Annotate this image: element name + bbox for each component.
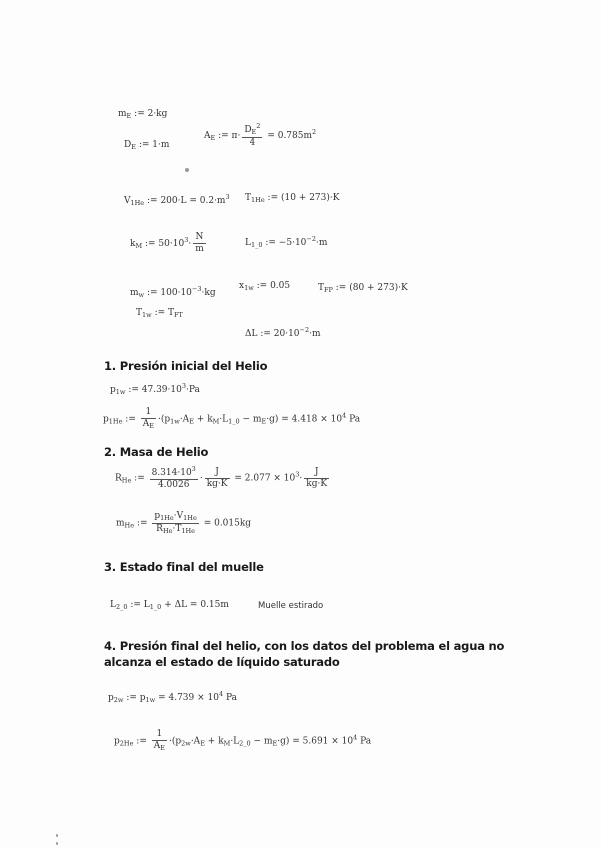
scan-speck: [185, 168, 189, 172]
eq-area-e: $A_E$ := π· $\frac{D_E^2}{4}$ = $0.785m^2$: [204, 122, 317, 148]
eq-temp-fp: $T_{FP}$ := (80 + 273)·K: [318, 283, 408, 294]
eq-length-1-0: $L_{1\_0}$ := $-5\cdot 10^{-2}\cdot m$: [245, 235, 328, 249]
eq-mass-e: $m_E$ := 2·kg: [118, 109, 168, 120]
eq-pressure-2w: $p_{2w}$ := $p_{1w} = 4.739 \times 10^4$ Pa: [108, 690, 238, 704]
section-2-heading: 2. Masa de Helio: [104, 445, 209, 459]
section-1-heading: 1. Presión inicial del Helio: [104, 359, 268, 373]
eq-mass-water: $m_w$ := $100\cdot 10^{-3}\cdot kg$: [130, 285, 216, 299]
section-4-heading-line2: alcanza el estado de líquido saturado: [104, 655, 340, 669]
eq-temp-1w: $T_{1w}$ := $T_{FT}$: [136, 308, 183, 319]
gas-constant-result: = 2.077 × 10: [234, 473, 296, 484]
eq-quality-1w: $x_{1w}$ := 0.05: [239, 281, 291, 292]
eq-temp-1he: $T_{1He}$ := (10 + 273)·K: [245, 193, 340, 204]
gas-constant-numerator: 8.314·10: [151, 468, 192, 478]
scan-speck-bottom: [56, 834, 58, 837]
eq-mass-helium: $m_{He}$ := $\frac{p_{1He}\cdot V_{1He}}{R_{He}\cdot T_{1He}}$ = 0.015kg: [116, 511, 252, 535]
gas-constant-denominator: 4.0026: [157, 480, 190, 490]
muelle-note: Muelle estirado: [258, 601, 324, 611]
eq-diameter-e: $D_E$ := 1·m: [124, 140, 170, 151]
eq-spring-constant: $k_M$ := $50\cdot 10^3\cdot$ $\frac{N}{m}$: [130, 232, 204, 254]
eq-pressure-2he: $p_{2He}$ := $\frac{1}{A_E}$ $\cdot(p_{2w}\cdot A_E + k_M\cdot L_{2\_0} - m_E\cdot g) = 5.691 \times 10^4$ Pa: [114, 729, 372, 752]
mass-helium-result: = 0.015kg: [203, 518, 252, 529]
eq-volume-1he: $V_{1He}$ := $200\cdot L = 0.2\cdot m^3$: [124, 193, 230, 207]
section-4-heading: 4. Presión final del helio, con los datos del problema el agua no: [104, 639, 505, 653]
eq-length-2-0: $L_{2\_0}$ := $L_{1\_0} + \Delta L = 0.15m$: [110, 600, 229, 611]
area-e-result: = 0.785m: [267, 130, 313, 141]
pressure-2he-result: = 5.691 × 10: [292, 736, 354, 747]
eq-pressure-1w: $p_{1w}$ := $47.39\cdot 10^3\cdot Pa$: [110, 382, 200, 396]
scan-speck-bottom-2: [56, 842, 58, 845]
eq-delta-l: ΔL := $20\cdot 10^{-2}\cdot m$: [245, 326, 321, 339]
pressure-1he-result: = 4.418 × 10: [281, 414, 343, 425]
section-3-heading: 3. Estado final del muelle: [104, 560, 264, 574]
eq-gas-constant-he: $R_{He}$ := $\frac{8.314\cdot 10^3}{4.0026}$ · $\frac{J}{kg\cdot K}$ = $2.077 \times 10^3\cdot$ $\frac{J}{kg\cdot K}$: [115, 465, 328, 490]
eq-pressure-1he: $p_{1He}$ := $\frac{1}{A_E}$ $\cdot(p_{1w}\cdot A_E + k_M\cdot L_{1\_0} - m_E\cdot g) = 4.418 \times 10^4$ Pa: [103, 407, 361, 430]
